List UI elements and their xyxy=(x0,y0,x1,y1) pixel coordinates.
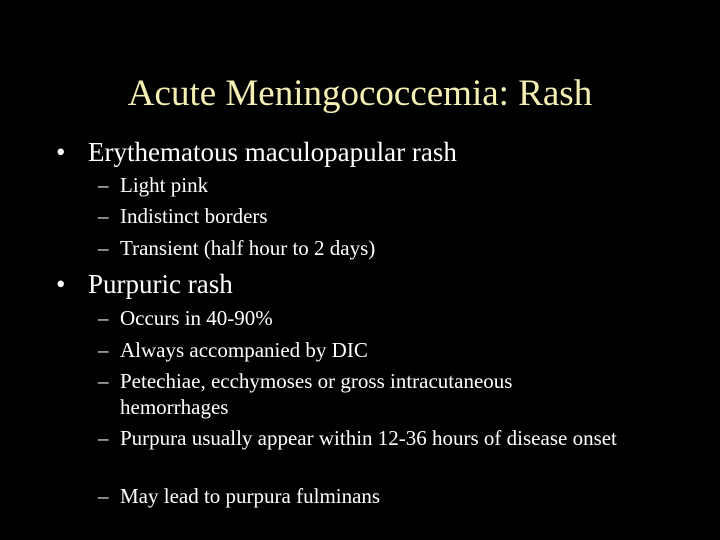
sub-bullet-dic xyxy=(98,337,678,363)
sub-bullet-dash: – xyxy=(98,369,109,393)
slide-title: Acute Meningococcemia: Rash xyxy=(127,73,593,114)
sub-bullet-text: May lead to purpura fulminans xyxy=(120,484,381,508)
sub-bullet-purpura-timing xyxy=(98,425,638,451)
sub-bullet-text: Petechiae, ecchymoses or gross intracutaneous hemorrhages xyxy=(120,369,513,419)
sub-bullet-text: Light pink xyxy=(120,173,209,197)
sub-bullet-dash: – xyxy=(98,173,109,197)
bullet-text: Purpuric rash xyxy=(88,269,233,299)
sub-bullet-dash: – xyxy=(98,338,109,362)
sub-bullet-light-pink xyxy=(98,172,678,198)
sub-bullet-text: Purpura usually appear within 12-36 hours of disease onset xyxy=(120,426,617,450)
bullet-mark: • xyxy=(56,137,66,167)
sub-bullet-indistinct-borders xyxy=(98,203,678,229)
sub-bullet-text: Occurs in 40-90% xyxy=(120,306,273,330)
bullet-text: Erythematous maculopapular rash xyxy=(88,137,457,167)
sub-bullet-fulminans xyxy=(98,483,678,509)
sub-bullet-petechiae xyxy=(98,368,578,420)
sub-bullet-dash: – xyxy=(98,236,109,260)
sub-bullet-dash: – xyxy=(98,426,109,450)
sub-bullet-dash: – xyxy=(98,306,109,330)
sub-bullet-dash: – xyxy=(98,204,109,228)
sub-bullet-text: Always accompanied by DIC xyxy=(120,338,368,362)
sub-bullet-text: Transient (half hour to 2 days) xyxy=(120,236,376,260)
sub-bullet-dash: – xyxy=(98,484,109,508)
sub-bullet-text: Indistinct borders xyxy=(120,204,268,228)
sub-bullet-occurs xyxy=(98,305,678,331)
bullet-mark: • xyxy=(56,269,66,299)
sub-bullet-transient xyxy=(98,235,678,261)
